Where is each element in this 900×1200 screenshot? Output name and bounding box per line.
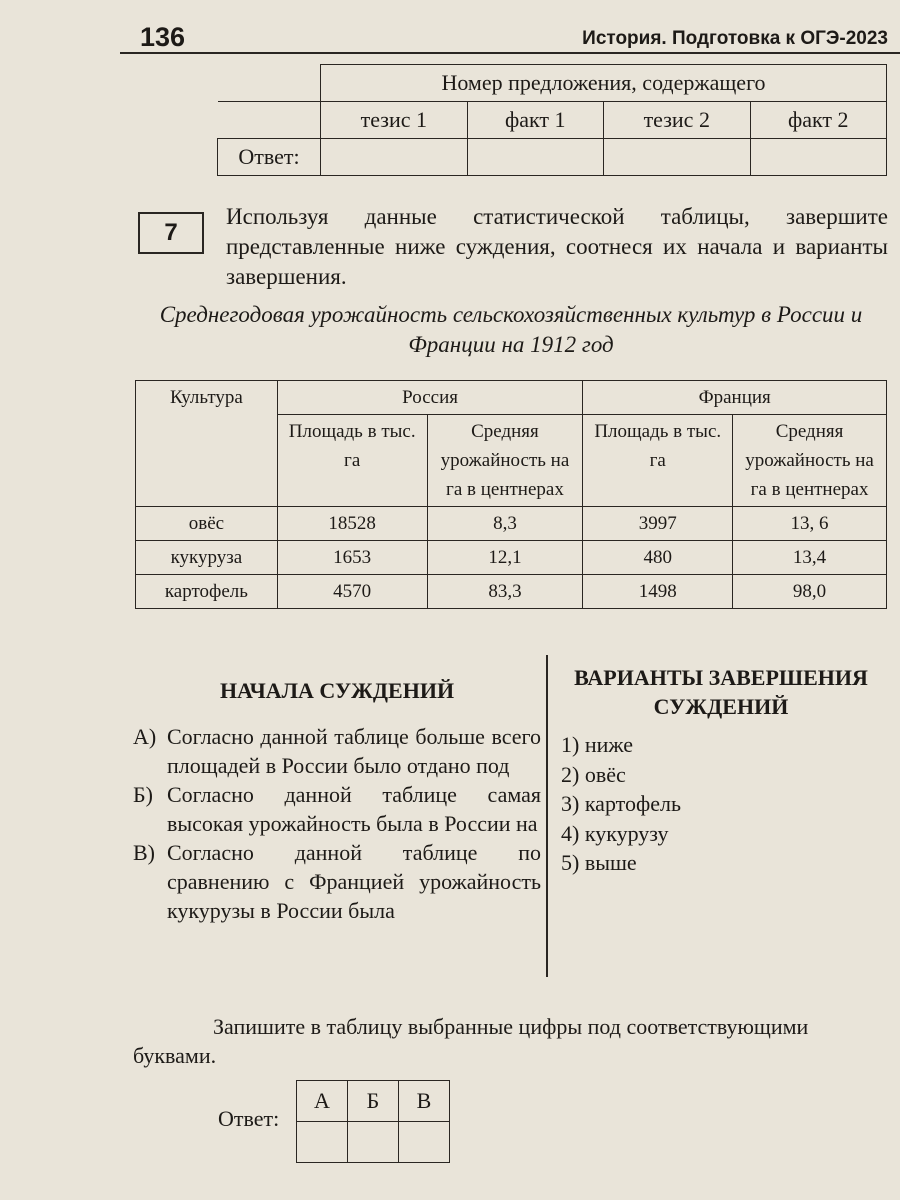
answer-row-label: Ответ:: [218, 139, 321, 176]
stat-cell: 480: [583, 541, 733, 575]
page-number: 136: [140, 22, 186, 52]
judgment-letter: В): [133, 840, 155, 865]
stat-cell: 3997: [583, 507, 733, 541]
judgment-start-text: Согласно данной таблице больше всего площадей в России было отдано под: [167, 724, 541, 778]
stat-header-country: Россия: [277, 381, 583, 415]
list-item: [133, 780, 541, 838]
stat-table: [135, 380, 887, 609]
list-item: 2) овёс: [561, 761, 626, 787]
answer-label: Ответ:: [218, 1106, 280, 1131]
list-item: 4) кукурузу: [561, 820, 669, 846]
stat-cell: 18528: [277, 507, 427, 541]
judgment-letter: Б): [133, 782, 153, 807]
stat-table-title: Среднегодовая урожайность сельскохозяйственных культур в России и Франции на 1912 год: [159, 302, 863, 357]
stat-cell: кукуруза: [136, 541, 278, 575]
answer-cell[interactable]: [321, 139, 468, 176]
judgment-starts: [133, 722, 541, 925]
stat-cell: 13, 6: [733, 507, 887, 541]
stat-subheader: Средняя урожайность на га в центнерах: [733, 415, 887, 507]
answer-col-header: факт 1: [467, 102, 603, 139]
judgment-ends: [561, 730, 681, 878]
answer-cell[interactable]: [467, 139, 603, 176]
list-item: 3) картофель: [561, 791, 682, 816]
stat-cell: 83,3: [427, 575, 583, 609]
starts-title: НАЧАЛА СУЖДЕНИЙ: [219, 678, 455, 703]
stat-cell: овёс: [136, 507, 278, 541]
answer-table-merged-header: Номер предложения, содержащего: [321, 65, 887, 102]
answer-cell[interactable]: [399, 1122, 450, 1163]
task-number-box: 7: [138, 212, 204, 254]
stat-cell: 13,4: [733, 541, 887, 575]
answer-letter-header: Б: [348, 1081, 399, 1122]
answer-table-task-6: [217, 64, 887, 176]
list-item: 5) выше: [561, 850, 637, 875]
answer-cell[interactable]: [750, 139, 886, 176]
stat-subheader: Средняя урожайность на га в центнерах: [427, 415, 583, 507]
list-item: [133, 722, 541, 780]
stat-cell: картофель: [136, 575, 278, 609]
stat-header-culture: Культура: [136, 381, 278, 507]
table-row: [136, 541, 887, 575]
instruction-text: Запишите в таблицу выбранные цифры под соответствующими буквами.: [133, 1014, 809, 1068]
list-item: 1) ниже: [561, 732, 634, 757]
answer-col-header: тезис 1: [321, 102, 468, 139]
stat-cell: 12,1: [427, 541, 583, 575]
stat-header-country: Франция: [583, 381, 887, 415]
stat-subheader: Площадь в тыс. га: [277, 415, 427, 507]
stat-cell: 4570: [277, 575, 427, 609]
table-row: [136, 575, 887, 609]
stat-cell: 8,3: [427, 507, 583, 541]
answer-letter-header: В: [399, 1081, 450, 1122]
answer-col-header: факт 2: [750, 102, 886, 139]
list-item: [133, 838, 541, 925]
answer-cell[interactable]: [297, 1122, 348, 1163]
stat-cell: 1653: [277, 541, 427, 575]
header-rule: [120, 52, 900, 54]
stat-cell: 98,0: [733, 575, 887, 609]
answer-col-header: тезис 2: [603, 102, 750, 139]
stat-cell: 1498: [583, 575, 733, 609]
answer-cell[interactable]: [348, 1122, 399, 1163]
answer-table-task-7: [296, 1080, 450, 1163]
answer-letter-header: А: [297, 1081, 348, 1122]
column-divider: [546, 655, 548, 977]
table-row: [136, 507, 887, 541]
ends-title: ВАРИАНТЫ ЗАВЕРШЕНИЯ СУЖДЕНИЙ: [574, 665, 868, 719]
judgment-start-text: Согласно данной таблице самая высокая урожайность была в России на: [167, 782, 541, 836]
judgment-start-text: Согласно данной таблице по сравнению с Францией урожайность кукурузы в России была: [167, 840, 541, 923]
task-text: Используя данные статистической таблицы, завершите представленные ниже суждения, соотнеся их начала и варианты завершения.: [226, 204, 888, 289]
stat-subheader: Площадь в тыс. га: [583, 415, 733, 507]
judgment-letter: А): [133, 724, 157, 749]
answer-cell[interactable]: [603, 139, 750, 176]
book-title: История. Подготовка к ОГЭ-2023: [582, 28, 888, 49]
